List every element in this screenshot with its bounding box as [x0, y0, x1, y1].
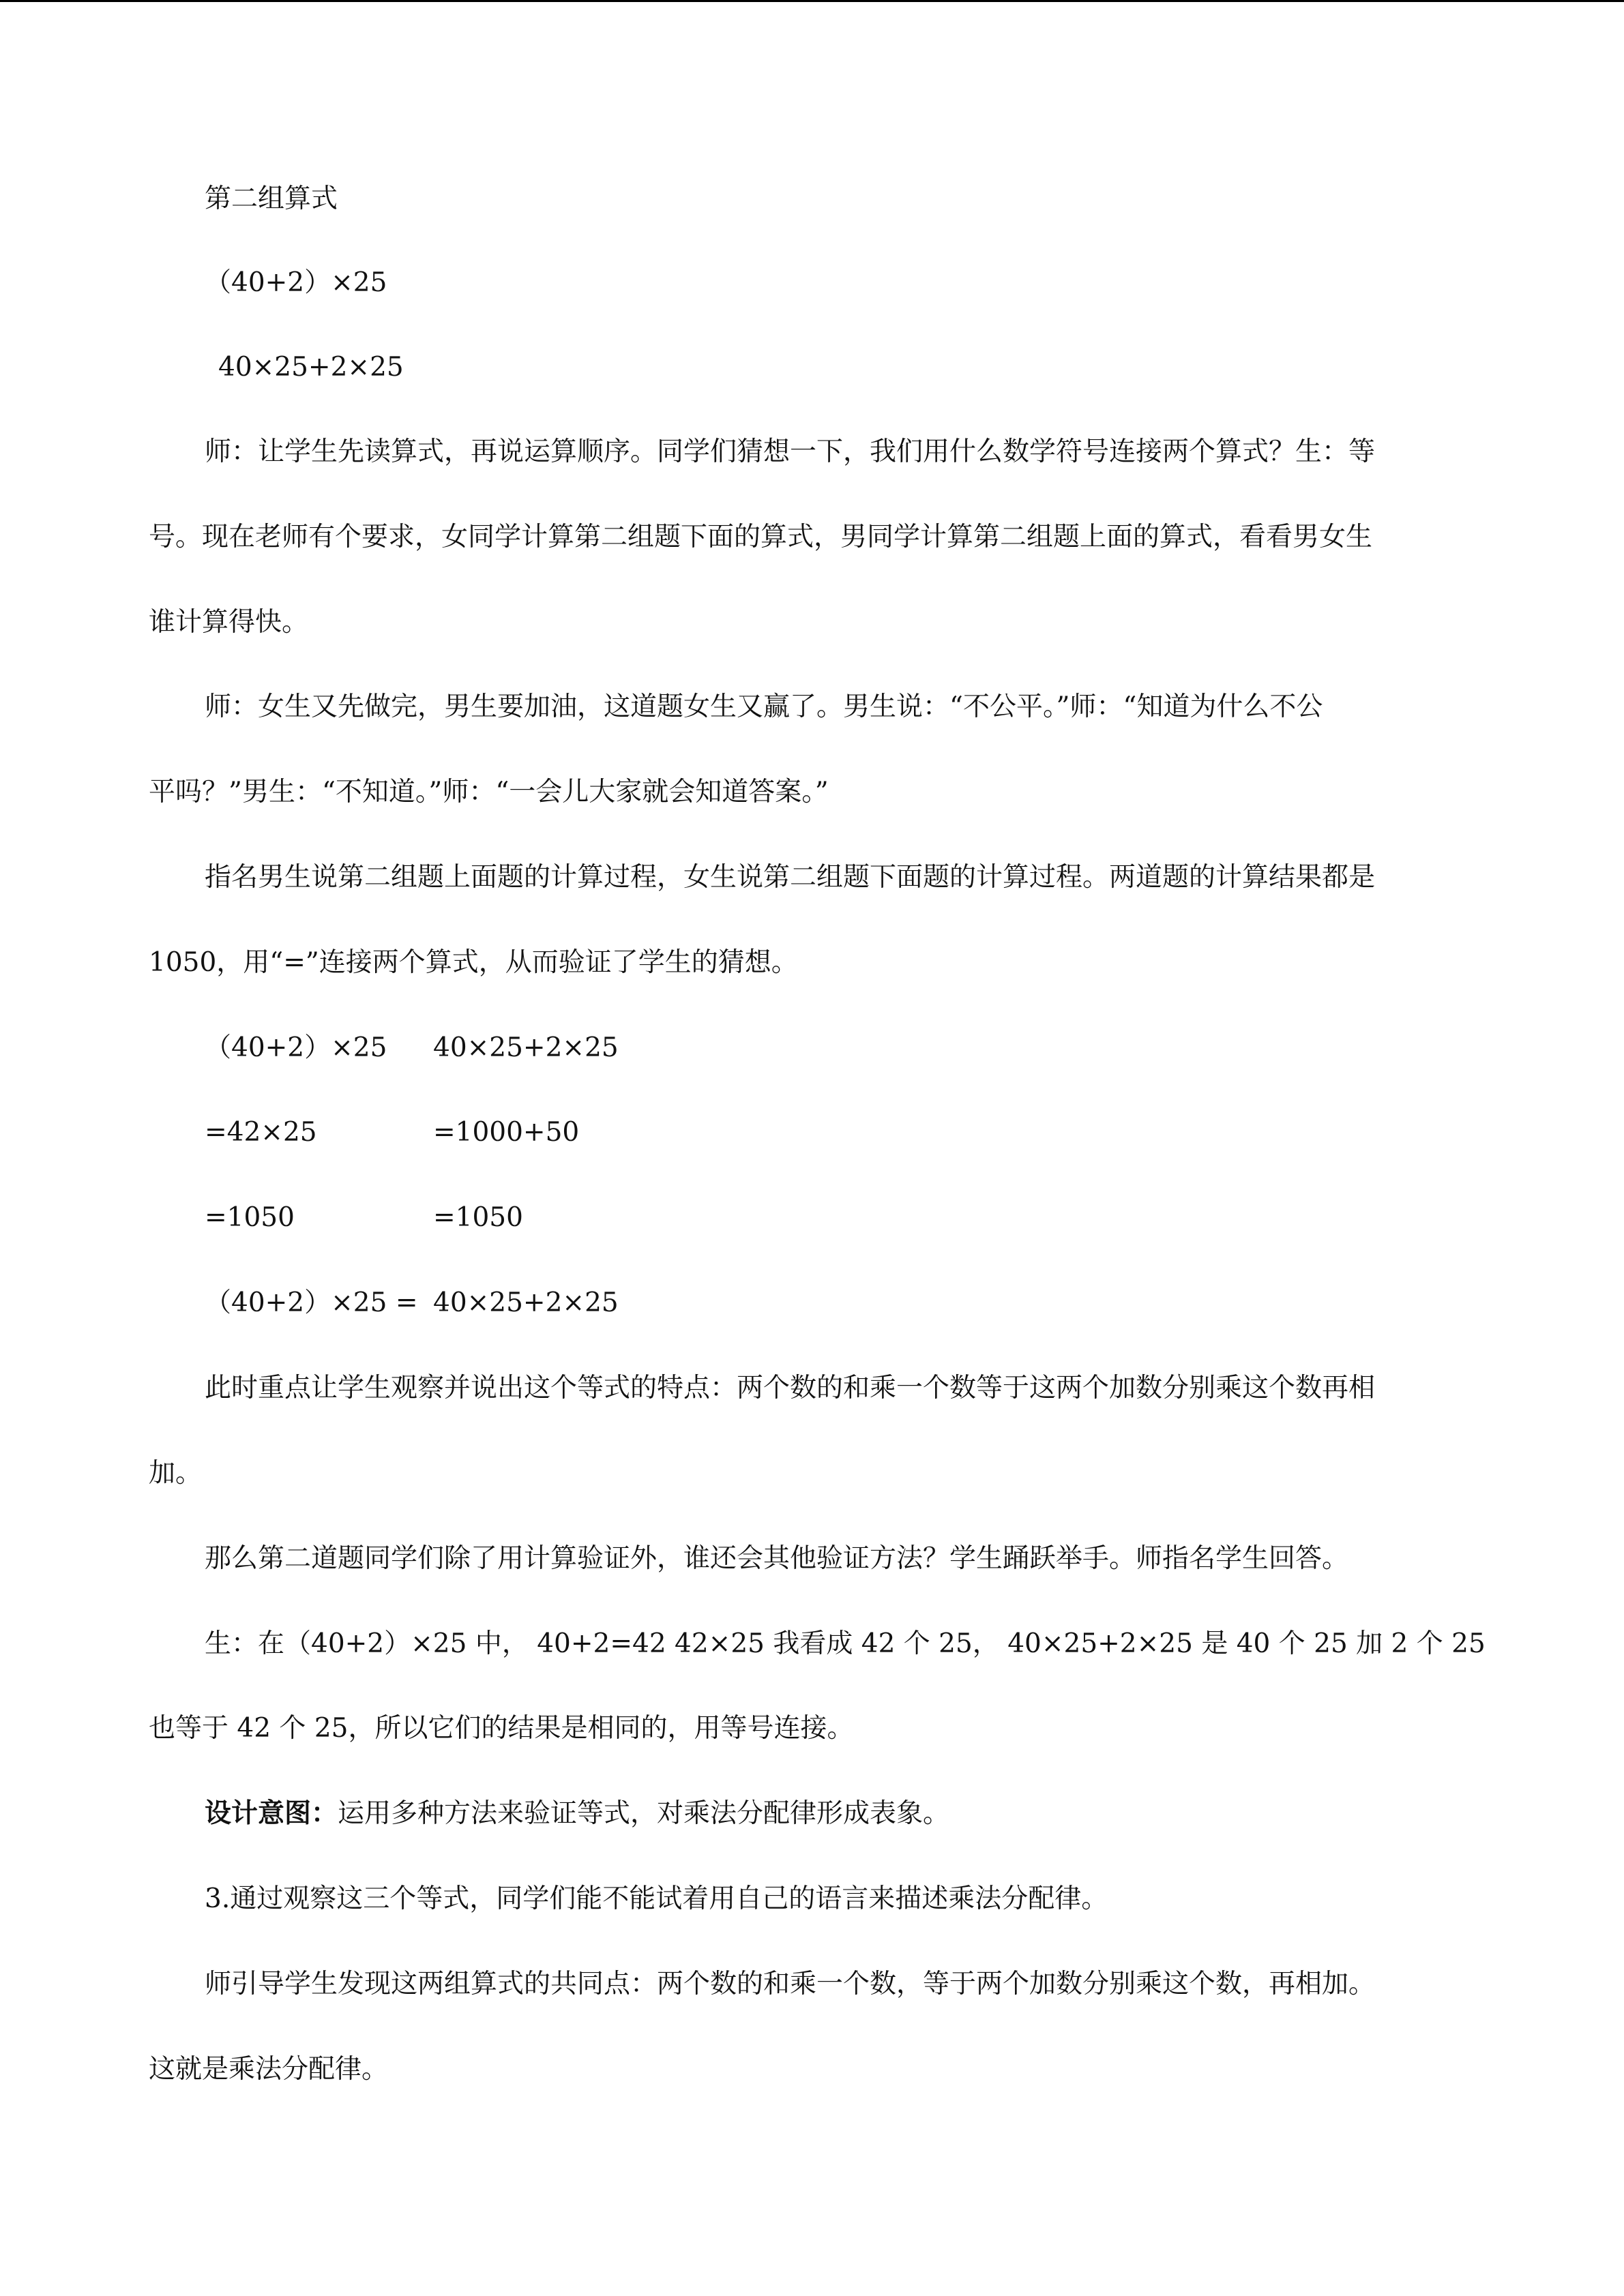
- paragraph-line: 师：让学生先读算式，再说运算顺序。同学们猜想一下，我们用什么数学符号连接两个算式？生：等: [205, 436, 1376, 467]
- expression-1: （40+2）×25: [205, 267, 387, 298]
- paragraph-line: 师：女生又先做完，男生要加油，这道题女生又赢了。男生说：“不公平。”师：“知道为什么不公: [205, 691, 1323, 722]
- page-top-border: [0, 0, 1624, 2]
- equation-right: 40×25+2×25: [433, 1287, 619, 1318]
- paragraph-line: 加。: [149, 1458, 203, 1489]
- paragraph-line: 谁计算得快。: [149, 607, 309, 638]
- design-intent-text: 运用多种方法来验证等式，对乘法分配律形成表象。: [338, 1798, 950, 1829]
- group-heading: 第二组算式: [205, 183, 338, 214]
- calc-left-step: （40+2）×25: [205, 1032, 387, 1063]
- paragraph-line: 平吗？”男生：“不知道。”师：“一会儿大家就会知道答案。”: [149, 777, 829, 807]
- equation-left: （40+2）×25 =: [205, 1287, 418, 1318]
- calc-left-step: =1050: [205, 1202, 295, 1233]
- calc-right-step: =1000+50: [433, 1117, 580, 1148]
- paragraph-line: 号。现在老师有个要求，女同学计算第二组题下面的算式，男同学计算第二组题上面的算式，看看男女生: [149, 522, 1373, 552]
- paragraph-line: 指名男生说第二组题上面题的计算过程，女生说第二组题下面题的计算过程。两道题的计算结果都是: [205, 862, 1376, 893]
- paragraph-line: 也等于 42 个 25，所以它们的结果是相同的，用等号连接。: [149, 1713, 854, 1744]
- design-intent: [205, 1800, 949, 1827]
- calc-left-step: =42×25: [205, 1117, 317, 1148]
- paragraph-line: 生：在（40+2）×25 中， 40+2=42 42×25 我看成 42 个 25， 40×25+2×25 是 40 个 25 加 2 个 25: [205, 1628, 1486, 1659]
- paragraph-line: 此时重点让学生观察并说出这个等式的特点：两个数的和乘一个数等于这两个加数分别乘这个数再相: [205, 1373, 1376, 1403]
- paragraph-line: 这就是乘法分配律。: [149, 2054, 389, 2085]
- paragraph-line: 3.通过观察这三个等式，同学们能不能试着用自己的语言来描述乘法分配律。: [205, 1883, 1108, 1914]
- paragraph-line: 那么第二道题同学们除了用计算验证外，谁还会其他验证方法？学生踊跃举手。师指名学生回答。: [205, 1543, 1349, 1574]
- paragraph-line: 师引导学生发现这两组算式的共同点：两个数的和乘一个数，等于两个加数分别乘这个数，再相加。: [205, 1969, 1376, 1999]
- calc-right-step: 40×25+2×25: [433, 1032, 619, 1063]
- calc-right-step: =1050: [433, 1202, 523, 1233]
- paragraph-line: 1050，用“=”连接两个算式，从而验证了学生的猜想。: [149, 947, 798, 978]
- expression-2: 40×25+2×25: [218, 352, 404, 383]
- design-intent-label: 设计意图：: [205, 1798, 338, 1829]
